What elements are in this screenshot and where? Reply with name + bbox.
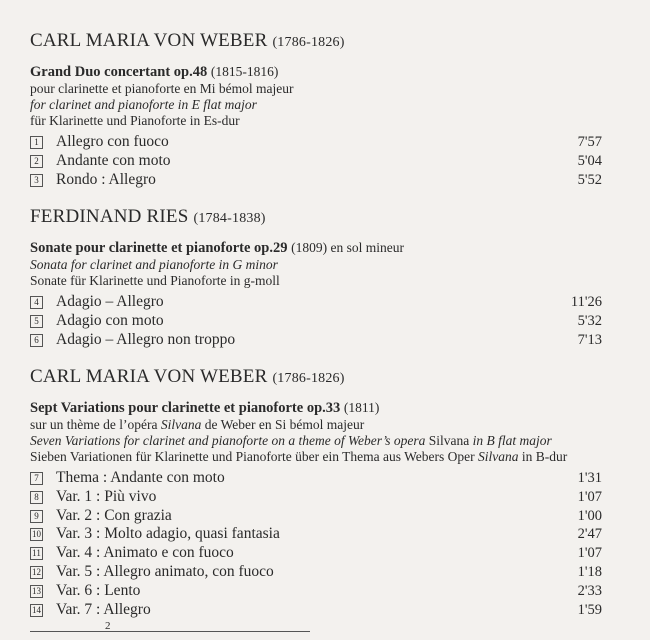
track-row [30, 152, 602, 171]
track-number: 8 [30, 491, 43, 504]
footer-rule [30, 620, 310, 640]
work-title-extra: (1811) [343, 400, 380, 415]
track-duration: 1'31 [577, 470, 602, 486]
subtitle-english: for clarinet and pianoforte in E flat major [30, 97, 257, 112]
track-row [30, 488, 602, 507]
track-title: Var. 6 : Lento [56, 581, 141, 599]
track-row [30, 582, 602, 601]
opera-title: Silvana [160, 417, 202, 432]
composer-name: FERDINAND RIES [30, 206, 189, 227]
track-number: 5 [30, 315, 43, 328]
track-title: Var. 2 : Con grazia [56, 506, 172, 524]
track-row [30, 133, 602, 152]
subtitle-text: in B flat major [469, 433, 552, 448]
track-title: Thema : Andante con moto [56, 469, 225, 486]
track-title: Var. 7 : Allegro [56, 600, 151, 618]
track-title: Adagio – Allegro [56, 293, 164, 310]
track-title: Adagio con moto [56, 311, 164, 329]
track-row [30, 507, 602, 526]
track-duration: 1'07 [577, 545, 602, 562]
opera-title: Silvana [428, 433, 470, 448]
subtitle-english [30, 433, 602, 449]
work-title [30, 239, 602, 257]
track-list [30, 293, 602, 349]
subtitle-german: Sonate für Klarinette und Pianoforte in g-moll [30, 273, 280, 288]
track-duration: 5'32 [577, 312, 602, 329]
composer-name: CARL MARIA VON WEBER [30, 30, 268, 51]
track-number: 1 [30, 136, 43, 149]
track-row [30, 563, 602, 582]
work-title-extra: (1815-1816) [210, 64, 279, 79]
composer-dates: (1784-1838) [193, 211, 266, 226]
subtitle-text: Seven Variations for clarinet and pianoforte on a theme of Weber’s opera [30, 433, 429, 448]
composer-heading [30, 206, 602, 230]
track-title: Rondo : Allegro [56, 170, 156, 188]
track-duration: 1'59 [577, 601, 602, 618]
track-title: Var. 3 : Molto adagio, quasi fantasia [56, 525, 280, 543]
work-title-main: Grand Duo concertant op.48 [30, 64, 208, 80]
section-ries-sonata [30, 206, 602, 349]
work-title-main: Sept Variations pour clarinette et pianoforte op.33 [30, 400, 341, 416]
track-number: 11 [30, 547, 43, 560]
subtitle-german: für Klarinette und Pianoforte in Es-dur [30, 113, 240, 128]
subtitle-text: in B-dur [518, 449, 568, 464]
track-number: 12 [32, 566, 41, 577]
work-title [30, 399, 602, 417]
track-title: Adagio – Allegro non troppo [56, 330, 236, 348]
track-row [30, 601, 602, 620]
track-title: Var. 4 : Animato e con fuoco [56, 544, 234, 562]
subtitle-text: Sieben Variationen für Klarinette und Pianoforte über ein Thema aus Webers Oper [30, 449, 479, 464]
opera-title: Silvana [478, 449, 519, 464]
work-title-main: Sonate pour clarinette et pianoforte op.29 [30, 240, 288, 256]
track-title: Var. 5 : Allegro animato, con fuoco [56, 562, 274, 580]
track-duration: 7'13 [577, 331, 602, 348]
subtitle-french: pour clarinette et pianoforte en Mi bémol majeur [30, 81, 294, 96]
subtitle-french [30, 417, 602, 433]
track-list [30, 133, 602, 189]
track-row [30, 469, 602, 488]
track-duration: 5'04 [577, 152, 602, 169]
work-title [30, 63, 602, 81]
track-number: 4 [30, 296, 43, 309]
composer-dates: (1786-1826) [272, 371, 345, 386]
composer-dates: (1786-1826) [272, 35, 345, 50]
track-row [30, 293, 602, 312]
work-title-extra: (1809) en sol mineur [291, 240, 404, 255]
subtitle-text: sur un thème de l’opéra [30, 417, 161, 432]
track-duration: 2'33 [577, 582, 602, 599]
track-title: Andante con moto [56, 151, 171, 169]
track-title: Allegro con fuoco [56, 133, 169, 150]
track-row [30, 525, 602, 544]
track-number: 10 [32, 529, 41, 540]
track-duration: 1'00 [577, 507, 602, 524]
track-row [30, 171, 602, 190]
track-duration: 1'07 [577, 488, 602, 505]
section-weber-duo [30, 30, 602, 189]
composer-heading [30, 30, 602, 54]
track-number: 9 [30, 510, 43, 523]
track-duration: 7'57 [577, 134, 602, 150]
track-number: 2 [30, 155, 43, 168]
track-number: 3 [30, 174, 43, 187]
section-weber-variations [30, 366, 602, 619]
track-row [30, 312, 602, 331]
track-duration: 5'52 [577, 171, 602, 188]
page-number: 2 [105, 620, 111, 632]
track-duration: 11'26 [570, 294, 602, 310]
composer-name: CARL MARIA VON WEBER [30, 366, 268, 387]
track-number: 13 [32, 585, 41, 596]
track-number: 14 [32, 604, 41, 615]
track-number: 6 [30, 334, 43, 347]
track-row [30, 544, 602, 563]
track-title: Var. 1 : Più vivo [56, 487, 157, 505]
subtitle-text: de Weber en Si bémol majeur [201, 417, 365, 432]
track-number: 7 [30, 472, 43, 485]
track-duration: 1'18 [577, 563, 602, 580]
subtitle-english: Sonata for clarinet and pianoforte in G minor [30, 257, 278, 272]
composer-heading [30, 366, 602, 390]
track-row [30, 331, 602, 350]
subtitle-german [30, 449, 602, 465]
track-list [30, 469, 602, 619]
track-duration: 2'47 [577, 526, 602, 543]
